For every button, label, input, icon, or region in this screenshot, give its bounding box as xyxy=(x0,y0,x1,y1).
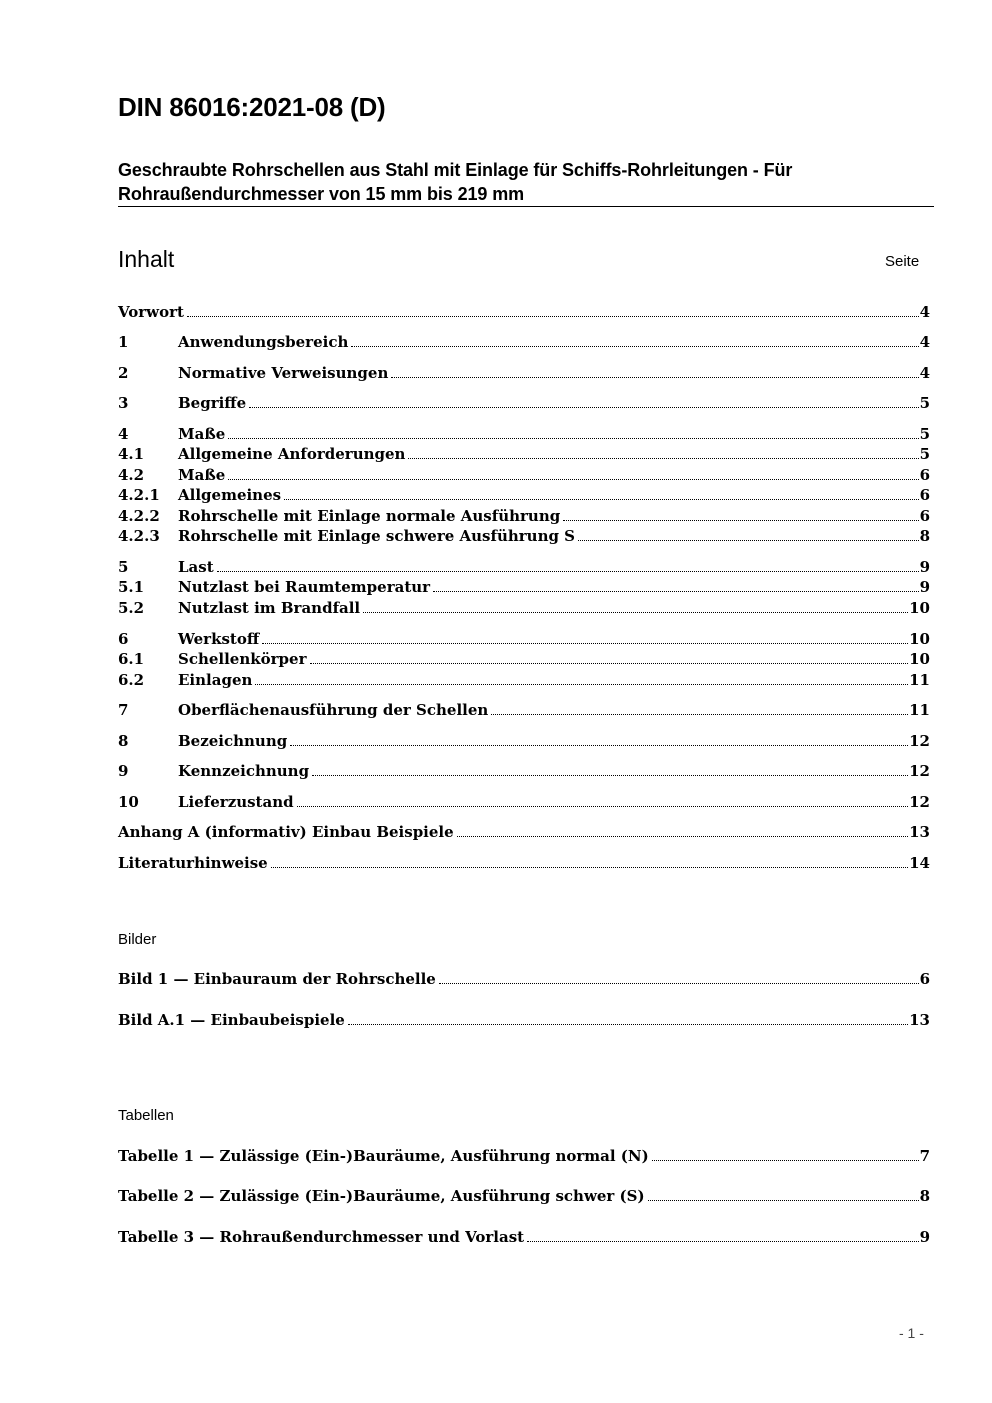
toc-entry-number: 3 xyxy=(118,394,129,412)
toc-leader xyxy=(491,714,908,715)
toc-leader xyxy=(439,983,919,984)
toc-leader xyxy=(457,836,908,837)
subtitle-line-1: Geschraubte Rohrschellen aus Stahl mit Einlage für Schiffs-Rohrleitungen - Für xyxy=(118,160,793,180)
toc-entry[interactable] xyxy=(118,506,930,526)
toc-entry-title: Rohrschelle mit Einlage schwere Ausführung S xyxy=(178,527,576,545)
toc-entry-page: 12 xyxy=(909,793,930,811)
toc-leader xyxy=(348,1024,908,1025)
toc-entry-number: 4.2.3 xyxy=(118,527,160,545)
toc-leader xyxy=(527,1241,919,1242)
toc-entry-number: 4.2.2 xyxy=(118,507,160,525)
toc-leader xyxy=(271,867,908,868)
toc-leader xyxy=(652,1160,919,1161)
toc-entry-number: 4.1 xyxy=(118,445,145,463)
toc-entry-title: Lieferzustand xyxy=(178,793,294,811)
toc-entry[interactable] xyxy=(118,649,930,669)
document-title: DIN 86016:2021-08 (D) xyxy=(118,92,386,122)
page-number: - 1 - xyxy=(899,1325,924,1341)
table-entry-page: 8 xyxy=(919,1187,930,1205)
toc-entry-title: Bezeichnung xyxy=(178,732,288,750)
toc-entry[interactable] xyxy=(118,557,930,577)
toc-entry-page: 5 xyxy=(919,394,930,412)
toc-entry-title: Begriffe xyxy=(178,394,247,412)
document-subtitle xyxy=(118,158,934,206)
toc-entry-title: Maße xyxy=(178,466,226,484)
table-entry-title: Tabelle 3 — Rohraußendurchmesser und Vorlast xyxy=(118,1228,525,1246)
toc-entry-page: 14 xyxy=(909,854,930,872)
toc-entry-page: 8 xyxy=(919,527,930,545)
toc-entry-title: Allgemeines xyxy=(178,486,282,504)
toc-leader xyxy=(391,377,918,378)
toc-entry-title: Einlagen xyxy=(178,671,253,689)
toc-leader xyxy=(217,571,919,572)
toc-entry-title: Literaturhinweise xyxy=(118,854,268,872)
toc-entry[interactable] xyxy=(118,629,930,649)
toc-leader xyxy=(290,745,908,746)
toc-entry-page: 5 xyxy=(919,445,930,463)
toc-leader xyxy=(228,479,918,480)
toc-entry[interactable] xyxy=(118,302,930,322)
toc-entry[interactable] xyxy=(118,761,930,781)
toc-entry-page: 9 xyxy=(919,578,930,596)
toc-entry[interactable] xyxy=(118,485,930,505)
toc-entry[interactable] xyxy=(118,670,930,690)
toc-entry-title: Vorwort xyxy=(118,303,184,321)
toc-entry[interactable] xyxy=(118,424,930,444)
toc-entry-title: Kennzeichnung xyxy=(178,762,310,780)
figure-entry-title: Bild A.1 — Einbaubeispiele xyxy=(118,1011,345,1029)
toc-entry-number: 5 xyxy=(118,558,129,576)
toc-entry-title: Oberflächenausführung der Schellen xyxy=(178,701,489,719)
toc-entry-page: 11 xyxy=(909,671,930,689)
toc-entry[interactable] xyxy=(118,526,930,546)
toc-entry-page: 12 xyxy=(909,732,930,750)
toc-entry[interactable] xyxy=(118,444,930,464)
toc-entry-number: 9 xyxy=(118,762,129,780)
toc-entry-page: 5 xyxy=(919,425,930,443)
figure-entry[interactable] xyxy=(118,969,930,989)
toc-entry-title: Anhang A (informativ) Einbau Beispiele xyxy=(118,823,454,841)
toc-entry-title: Normative Verweisungen xyxy=(178,364,389,382)
toc-entry-number: 6.1 xyxy=(118,650,145,668)
toc-entry-page: 10 xyxy=(909,630,930,648)
toc-entry-page: 13 xyxy=(909,823,930,841)
toc-entry-number: 8 xyxy=(118,732,129,750)
toc-entry-number: 6 xyxy=(118,630,129,648)
toc-entry-number: 1 xyxy=(118,333,129,351)
toc-entry-number: 5.1 xyxy=(118,578,145,596)
page-column-label: Seite xyxy=(885,253,920,270)
toc-leader xyxy=(284,499,918,500)
toc-leader xyxy=(187,316,919,317)
toc-entry-title: Anwendungsbereich xyxy=(178,333,349,351)
toc-entry-page: 12 xyxy=(909,762,930,780)
toc-entry-page: 6 xyxy=(919,466,930,484)
toc-entry-page: 11 xyxy=(909,701,930,719)
table-entry-page: 9 xyxy=(919,1228,930,1246)
figures-heading: Bilder xyxy=(118,931,157,948)
toc-leader xyxy=(228,438,918,439)
toc-heading: Inhalt xyxy=(118,246,175,272)
figure-entry[interactable] xyxy=(118,1010,930,1030)
toc-entry-title: Last xyxy=(178,558,214,576)
toc-entry-number: 2 xyxy=(118,364,129,382)
toc-entry[interactable] xyxy=(118,393,930,413)
table-entry-page: 7 xyxy=(919,1147,930,1165)
toc-entry-number: 5.2 xyxy=(118,599,145,617)
toc-leader xyxy=(363,612,908,613)
toc-entry[interactable] xyxy=(118,792,930,812)
toc-entry-title: Schellenkörper xyxy=(178,650,307,668)
toc-entry-page: 6 xyxy=(919,507,930,525)
toc-entry-page: 4 xyxy=(919,364,930,382)
title-divider xyxy=(118,206,934,207)
toc-entry[interactable] xyxy=(118,700,930,720)
toc-leader xyxy=(578,540,919,541)
toc-entry-number: 4.2 xyxy=(118,466,145,484)
toc-entry-title: Allgemeine Anforderungen xyxy=(178,445,406,463)
table-entry-title: Tabelle 2 — Zulässige (Ein-)Bauräume, Ausführung schwer (S) xyxy=(118,1187,645,1205)
figure-entry-page: 6 xyxy=(919,970,930,988)
tables-heading: Tabellen xyxy=(118,1107,174,1124)
toc-entry[interactable] xyxy=(118,332,930,352)
table-entry[interactable] xyxy=(118,1146,930,1166)
toc-entry[interactable] xyxy=(118,465,930,485)
toc-entry[interactable] xyxy=(118,731,930,751)
toc-leader xyxy=(433,591,918,592)
toc-leader xyxy=(312,775,908,776)
toc-entry-page: 6 xyxy=(919,486,930,504)
toc-entry-page: 4 xyxy=(919,333,930,351)
toc-entry-title: Nutzlast bei Raumtemperatur xyxy=(178,578,431,596)
toc-leader xyxy=(563,520,918,521)
toc-entry-title: Maße xyxy=(178,425,226,443)
toc-entry-page: 4 xyxy=(919,303,930,321)
toc-entry-number: 4 xyxy=(118,425,129,443)
subtitle-line-2: Rohraußendurchmesser von 15 mm bis 219 mm xyxy=(118,184,525,204)
toc-leader xyxy=(249,407,918,408)
toc-entry-page: 9 xyxy=(919,558,930,576)
toc-leader xyxy=(648,1200,919,1201)
toc-entry[interactable] xyxy=(118,822,930,842)
toc-entry-title: Rohrschelle mit Einlage normale Ausführung xyxy=(178,507,561,525)
toc-entry-page: 10 xyxy=(909,650,930,668)
toc-leader xyxy=(310,663,909,664)
toc-entry-number: 4.2.1 xyxy=(118,486,160,504)
figure-entry-title: Bild 1 — Einbauraum der Rohrschelle xyxy=(118,970,436,988)
table-entry[interactable] xyxy=(118,1227,930,1247)
toc-entry-number: 7 xyxy=(118,701,129,719)
toc-entry[interactable] xyxy=(118,363,930,383)
toc-entry[interactable] xyxy=(118,577,930,597)
toc-entry[interactable] xyxy=(118,598,930,618)
toc-leader xyxy=(351,346,918,347)
toc-entry[interactable] xyxy=(118,853,930,873)
toc-entry-page: 10 xyxy=(909,599,930,617)
table-entry[interactable] xyxy=(118,1186,930,1206)
figure-entry-page: 13 xyxy=(909,1011,930,1029)
toc-entry-title: Werkstoff xyxy=(178,630,260,648)
toc-leader xyxy=(255,684,908,685)
toc-leader xyxy=(297,806,909,807)
toc-entry-number: 6.2 xyxy=(118,671,145,689)
toc-leader xyxy=(262,643,908,644)
toc-leader xyxy=(408,458,918,459)
toc-entry-number: 10 xyxy=(118,793,139,811)
toc-entry-title: Nutzlast im Brandfall xyxy=(178,599,361,617)
table-entry-title: Tabelle 1 — Zulässige (Ein-)Bauräume, Ausführung normal (N) xyxy=(118,1147,649,1165)
